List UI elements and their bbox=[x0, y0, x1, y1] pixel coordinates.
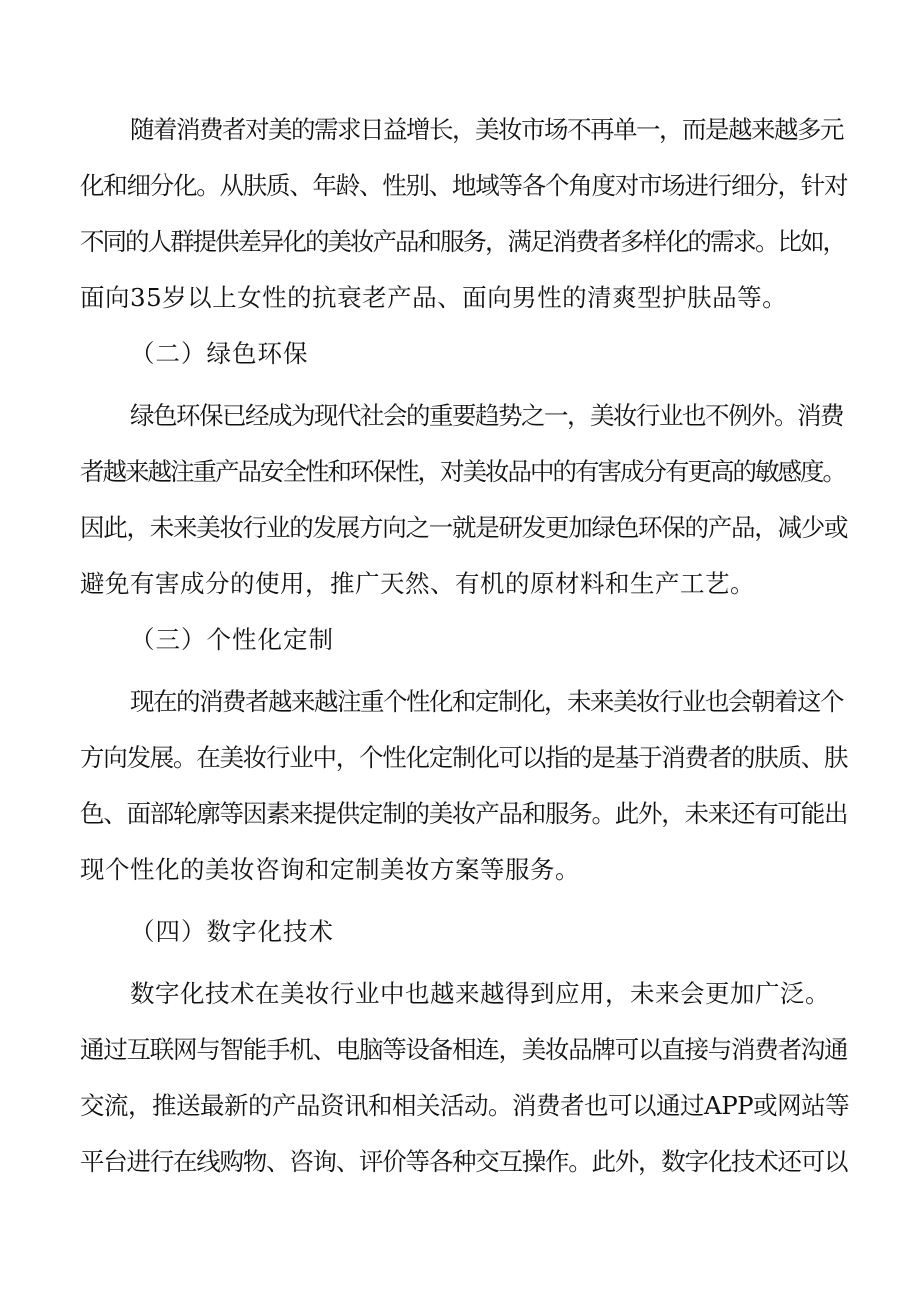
section-heading-personalization: （三）个性化定制 bbox=[130, 625, 334, 654]
section-heading-digital: （四）数字化技术 bbox=[130, 917, 334, 946]
paragraph-4-line-3: 交流，推送最新的产品资讯和相关活动。消费者也可以通过APP或网站等 bbox=[80, 1091, 850, 1120]
paragraph-1-line-4: 面向35岁以上女性的抗衰老产品、面向男性的清爽型护肤品等。 bbox=[80, 283, 788, 312]
paragraph-2-line-2: 者越来越注重产品安全性和环保性，对美妆品中的有害成分有更高的敏感度。 bbox=[80, 457, 845, 486]
paragraph-2-line-1: 绿色环保已经成为现代社会的重要趋势之一，美妆行业也不例外。消费 bbox=[130, 401, 843, 430]
paragraph-4-line-2: 通过互联网与智能手机、电脑等设备相连，美妆品牌可以直接与消费者沟通 bbox=[80, 1035, 848, 1064]
paragraph-4-line-1: 数字化技术在美妆行业中也越来越得到应用，未来会更加广泛。 bbox=[130, 979, 830, 1008]
paragraph-1-line-2: 化和细分化。从肤质、年龄、性别、地域等各个角度对市场进行细分，针对 bbox=[80, 171, 848, 200]
paragraph-3-line-3: 色、面部轮廓等因素来提供定制的美妆产品和服务。此外，未来还有可能出 bbox=[80, 799, 848, 828]
paragraph-3-line-1: 现在的消费者越来越注重个性化和定制化，未来美妆行业也会朝着这个 bbox=[130, 687, 843, 716]
paragraph-2-line-3: 因此，未来美妆行业的发展方向之一就是研发更加绿色环保的产品，减少或 bbox=[80, 513, 848, 542]
paragraph-1-line-1: 随着消费者对美的需求日益增长，美妆市场不再单一，而是越来越多元 bbox=[130, 115, 843, 144]
paragraph-2-line-4: 避免有害成分的使用，推广天然、有机的原材料和生产工艺。 bbox=[80, 569, 755, 598]
paragraph-4-line-4: 平台进行在线购物、咨询、评价等各种交互操作。此外，数字化技术还可以 bbox=[80, 1147, 848, 1176]
paragraph-1-line-3: 不同的人群提供差异化的美妆产品和服务，满足消费者多样化的需求。比如， bbox=[80, 227, 845, 256]
section-heading-green: （二）绿色环保 bbox=[130, 339, 309, 368]
paragraph-3-line-2: 方向发展。在美妆行业中，个性化定制化可以指的是基于消费者的肤质、肤 bbox=[80, 743, 848, 772]
paragraph-3-line-4: 现个性化的美妆咨询和定制美妆方案等服务。 bbox=[80, 855, 580, 884]
